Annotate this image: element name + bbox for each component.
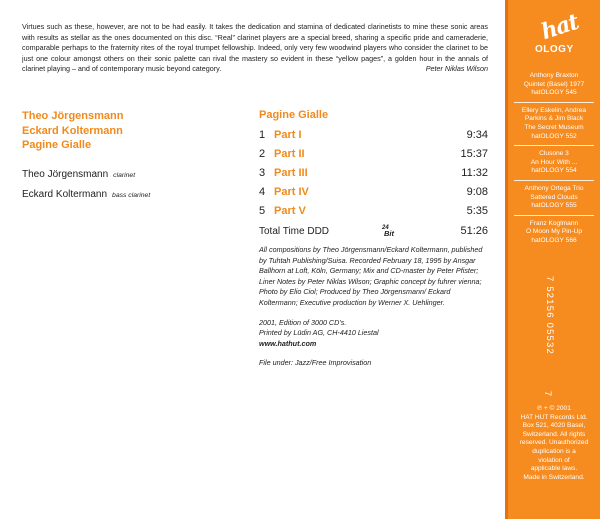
track-title: Part IV [274,186,309,198]
copyright-line: duplication is a [532,447,576,455]
artist-heading [22,109,123,153]
track-duration: 5:35 [466,205,488,217]
catalog-divider [514,180,594,181]
catalog-list [508,69,600,249]
catalog-item [508,147,600,179]
total-time-row [259,222,488,241]
catalog-line: hatOLOGY 554 [531,167,577,175]
catalog-line: hatOLOGY 555 [531,202,577,210]
copyright-line: ℗ + © 2001 [537,405,571,412]
credits-text: All compositions by Theo Jörgensmann/Eckard Koltermann, published by Tuhtah Publishing/Suisa. Recorded February 18, 1995 by Ansgar Ballhorn at Loft, Köln, Germany; Mix and CD-master by Peter Pfister; Liner Notes by Peter Niklas Wilson; Graphic concept by fuhrer vienna; Photo by Elio Ciol; Produced by Theo Jörgensmann/ Eckard Koltermann; Executive production by Werner X. Uehlinger. [259,245,483,307]
catalog-item [508,104,600,144]
track-number: 4 [259,186,266,198]
track-title: Part V [274,205,306,217]
track-number: 2 [259,148,266,160]
printer-text: Printed by Lüdin AG, CH-4410 Liestal [259,328,379,338]
catalog-line: The Secret Museum [524,123,584,131]
24-bit-logo [382,225,394,238]
copyright-notice [508,405,600,482]
track-title: Part II [274,148,305,160]
catalog-line: Anthony Ortega Trio [524,184,584,192]
bit-depth: 24 [382,225,389,231]
credits-notes [259,245,489,369]
total-time-value: 51:26 [460,225,488,237]
track-row [259,202,488,221]
copyright-line: Switzerland. All rights [522,430,586,438]
catalog-line: O Moon My Pin-Up [525,228,583,236]
bit-label: Bit [384,229,394,238]
track-number: 5 [259,205,266,217]
track-row [259,145,488,164]
catalog-line: Franz Koglmann [529,219,579,227]
copyright-line: HAT HUT Records Ltd. [520,413,588,421]
catalog-line: hatOLOGY 552 [531,132,577,140]
player-row [22,185,150,205]
catalog-line: Anthony Braxton [529,72,579,79]
barcode-number [545,276,555,376]
catalog-item [508,217,600,249]
track-duration: 15:37 [460,148,488,160]
barcode-extension: 7 [542,390,554,397]
catalog-item [508,182,600,214]
track-duration: 9:34 [466,129,488,141]
total-time-label: Total Time DDD [259,226,330,237]
logo-ology-text: OLOGY [535,44,574,55]
tracklist-title: Pagine Gialle [259,109,329,121]
copyright-line: violation of [538,456,570,464]
track-duration: 9:08 [466,186,488,198]
catalog-item [508,69,600,101]
players-list [22,165,150,205]
intro-text [22,22,488,75]
copyright-line: applicable laws. [530,465,578,473]
player-name: Theo Jörgensmann [22,169,109,180]
track-row [259,126,488,145]
catalog-line: hatOLOGY 566 [531,236,577,244]
catalog-line: Ellery Eskelin, Andrea [521,106,587,114]
genre-text: File under: Jazz/Free Improvisation [259,358,372,368]
tracklist [259,126,488,241]
track-title: Part III [274,167,308,179]
spine-panel [505,0,600,519]
catalog-line: Sattered Clouds [530,193,578,201]
track-number: 3 [259,167,266,179]
player-row [22,165,150,185]
catalog-divider [514,215,594,216]
copyright-line: Box 521, 4020 Basel, [522,422,586,430]
catalog-line: hatOLOGY 545 [531,89,577,97]
artist-1: Theo Jörgensmann [22,110,124,122]
intro-credit: Peter Niklas Wilson [425,64,488,74]
website-link[interactable]: www.hathut.com [259,338,317,348]
player-name: Eckard Koltermann [22,189,108,200]
catalog-line: Parkins & Jim Black [524,115,584,123]
track-duration: 11:32 [461,167,488,179]
track-row [259,164,488,183]
player-role: clarinet [113,172,136,179]
catalog-divider [514,145,594,146]
copyright-line: Made in Switzerland. [523,473,585,481]
intro-paragraph: Virtues such as these, however, are not to be had easily. It takes the dedication and stamina of dedicated clarinetists to mine these sonic areas with results as stellar as the ones documented on this disc. “Real” clarinet players are a special breed, sharing a specific pride and cameraderie, comparable perhaps to the fraternity rites of the royal trumpet fellowship. Indeed, only very few woodwind players who consider the clarinet to be just one colour amongst others on their sonic palette can rival the mastery so evident in these “yellow pages”, a golden hour in the annals of clarinet playing – and of contemporary music beyond category. [22,22,488,74]
barcode-digits: 7 52156 05532 [544,276,555,355]
artist-2: Eckard Koltermann [22,124,123,137]
catalog-divider [514,102,594,103]
hatology-logo [535,8,582,60]
edition-text: 2001, Edition of 3000 CD’s. [259,317,347,327]
player-role: bass clarinet [112,192,151,199]
catalog-line: An Hour With ... [530,158,578,166]
track-title: Part I [274,129,302,141]
catalog-line: Clusone 3 [539,150,569,158]
logo-hat-text: hat [537,8,582,46]
album-name: Pagine Gialle [22,139,92,151]
copyright-line: reserved. Unauthorized [519,439,589,447]
catalog-line: Quintet (Basel) 1977 [523,80,585,88]
track-row [259,183,488,202]
track-number: 1 [259,129,266,141]
